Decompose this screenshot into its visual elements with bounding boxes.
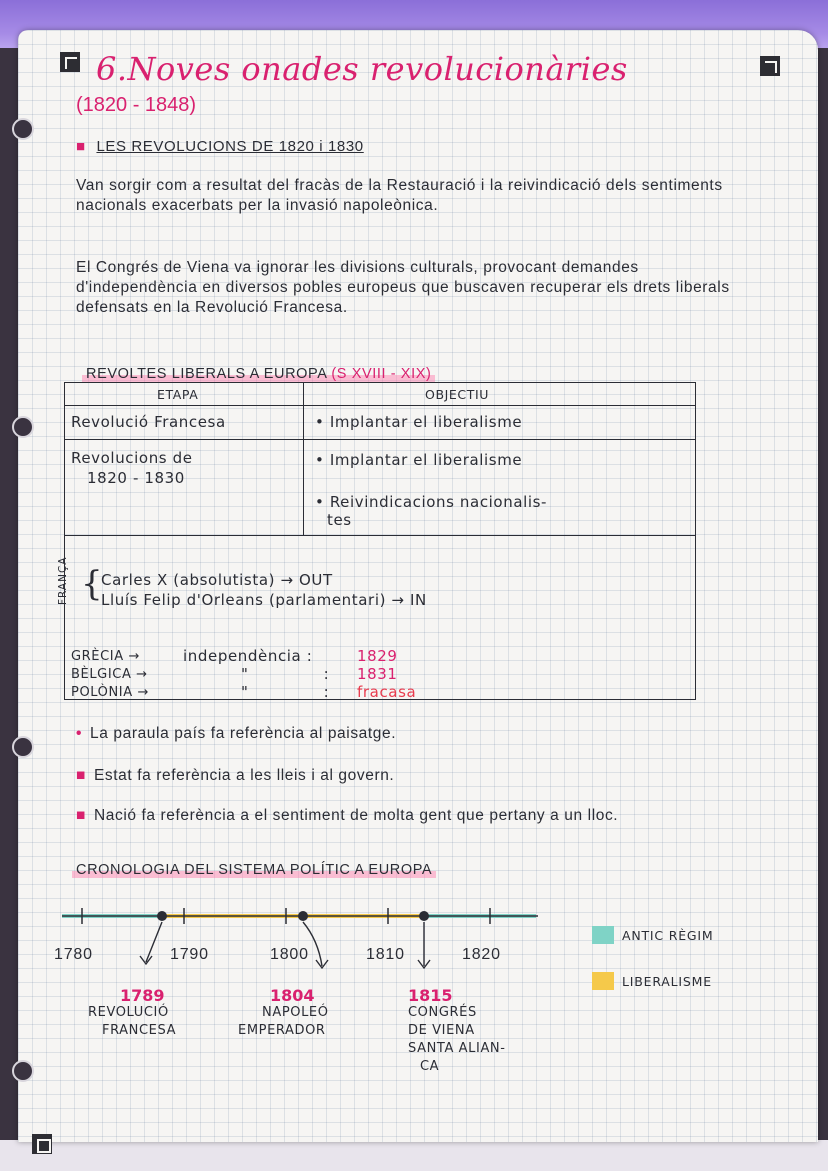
timeline-year-label: 1790	[170, 946, 209, 963]
legend-label: ANTIC RÈGIM	[622, 928, 714, 943]
event-description: EMPERADOR	[238, 1023, 326, 1038]
note-item	[76, 806, 736, 826]
bullet-icon: •	[76, 725, 83, 742]
arrow-icon	[418, 922, 430, 968]
event-description: CONGRÉS	[408, 1005, 477, 1020]
table-divider	[65, 439, 695, 440]
page-title: 6.Noves onades revolucionàries	[96, 50, 628, 88]
event-year: 1815	[408, 986, 453, 1005]
country-name: GRÈCIA →	[71, 649, 140, 664]
bullet-icon: ■	[76, 767, 86, 784]
corner-marker-icon	[760, 56, 780, 76]
section-heading-text: LES REVOLUCIONS DE 1820 i 1830	[96, 138, 364, 155]
note-item	[76, 766, 776, 786]
corner-marker-icon	[32, 1134, 52, 1154]
country-status: " :	[241, 683, 330, 701]
timeline-year-label: 1780	[54, 946, 93, 963]
event-description: SANTA ALIAN-	[408, 1041, 506, 1056]
timeline-year-label: 1810	[366, 946, 405, 963]
bullet-icon: ■	[76, 807, 86, 824]
table-divider	[65, 535, 695, 536]
country-value: 1831	[357, 665, 398, 683]
punch-hole	[12, 118, 34, 140]
table-divider	[303, 383, 304, 535]
event-description: REVOLUCIÓ	[88, 1005, 169, 1020]
punch-hole	[12, 736, 34, 758]
event-description: DE VIENA	[408, 1023, 475, 1038]
table-cell-objective: • Implantar el liberalisme	[315, 451, 523, 469]
notebook-page	[18, 30, 818, 1142]
column-header-objective: OBJECTIU	[425, 387, 489, 402]
event-description: NAPOLEÓ	[262, 1005, 329, 1020]
punch-hole	[12, 1060, 34, 1082]
revolts-table	[57, 382, 696, 701]
timeline-event-marker	[419, 911, 429, 921]
timeline-year-label: 1820	[462, 946, 501, 963]
table-title	[82, 366, 435, 382]
timeline-event-marker	[157, 911, 167, 921]
country-name: BÈLGICA →	[71, 667, 148, 682]
note-text: La paraula país fa referència al paisatge.	[90, 725, 397, 742]
france-label: FRANÇA	[57, 556, 69, 605]
event-year: 1789	[120, 986, 165, 1005]
table-cell-objective: tes	[327, 511, 352, 529]
note-text: Nació fa referència a el sentiment de molta gent que pertany a un lloc.	[93, 807, 619, 824]
note-text: Estat fa referència a les lleis i al govern.	[93, 767, 395, 784]
section-heading	[76, 138, 364, 155]
bullet-icon: ■	[76, 138, 86, 155]
note-item	[76, 724, 776, 744]
legend-label: LIBERALISME	[622, 974, 712, 989]
table-title-main: REVOLTES LIBERALS A EUROPA	[86, 366, 327, 382]
timeline-event-marker	[298, 911, 308, 921]
event-description: FRANCESA	[102, 1023, 177, 1038]
table-cell-stage: 1820 - 1830	[87, 469, 185, 487]
column-header-stage: ETAPA	[157, 387, 199, 402]
paragraph-restauracio: Van sorgir com a resultat del fracàs de la Restauració i la reivindicació dels sentiments nacionals exacerbats per la invasió napoleònica.	[76, 177, 723, 214]
country-status: independència :	[183, 647, 313, 665]
corner-marker-icon	[60, 52, 80, 72]
table-divider	[65, 405, 695, 406]
chronology-title: CRONOLOGIA DEL SISTEMA POLÍTIC A EUROPA	[72, 862, 436, 878]
timeline-year-label: 1800	[270, 946, 309, 963]
table-title-period: (S XVIII - XIX)	[331, 366, 432, 382]
legend-swatch-liberalisme	[592, 972, 614, 990]
country-name: POLÒNIA →	[71, 685, 149, 700]
page-subtitle: (1820 - 1848)	[76, 94, 197, 116]
desk-surface-bottom	[0, 1140, 828, 1171]
table-cell-objective: • Reivindicacions nacionalis-	[315, 493, 548, 511]
table-cell-stage: Revolució Francesa	[71, 413, 226, 431]
france-line: Lluís Felip d'Orleans (parlamentari) → IN	[101, 591, 427, 609]
table-cell-objective: • Implantar el liberalisme	[315, 413, 523, 431]
country-value: fracasa	[357, 683, 417, 701]
country-value: 1829	[357, 647, 398, 665]
legend-swatch-antic-regim	[592, 926, 614, 944]
event-description: CA	[420, 1059, 440, 1074]
event-year: 1804	[270, 986, 315, 1005]
arrow-icon	[140, 922, 162, 964]
france-line: Carles X (absolutista) → OUT	[101, 571, 333, 589]
punch-hole	[12, 416, 34, 438]
table-cell-stage: Revolucions de	[71, 449, 193, 467]
brace-icon: {	[81, 564, 103, 604]
paragraph-congres-viena: El Congrés de Viena va ignorar les divisions culturals, provocant demandes d'independència en diversos pobles europeus que buscaven recuperar els drets liberals defensats en la Revolució Francesa.	[76, 259, 730, 316]
country-status: " :	[241, 665, 330, 683]
